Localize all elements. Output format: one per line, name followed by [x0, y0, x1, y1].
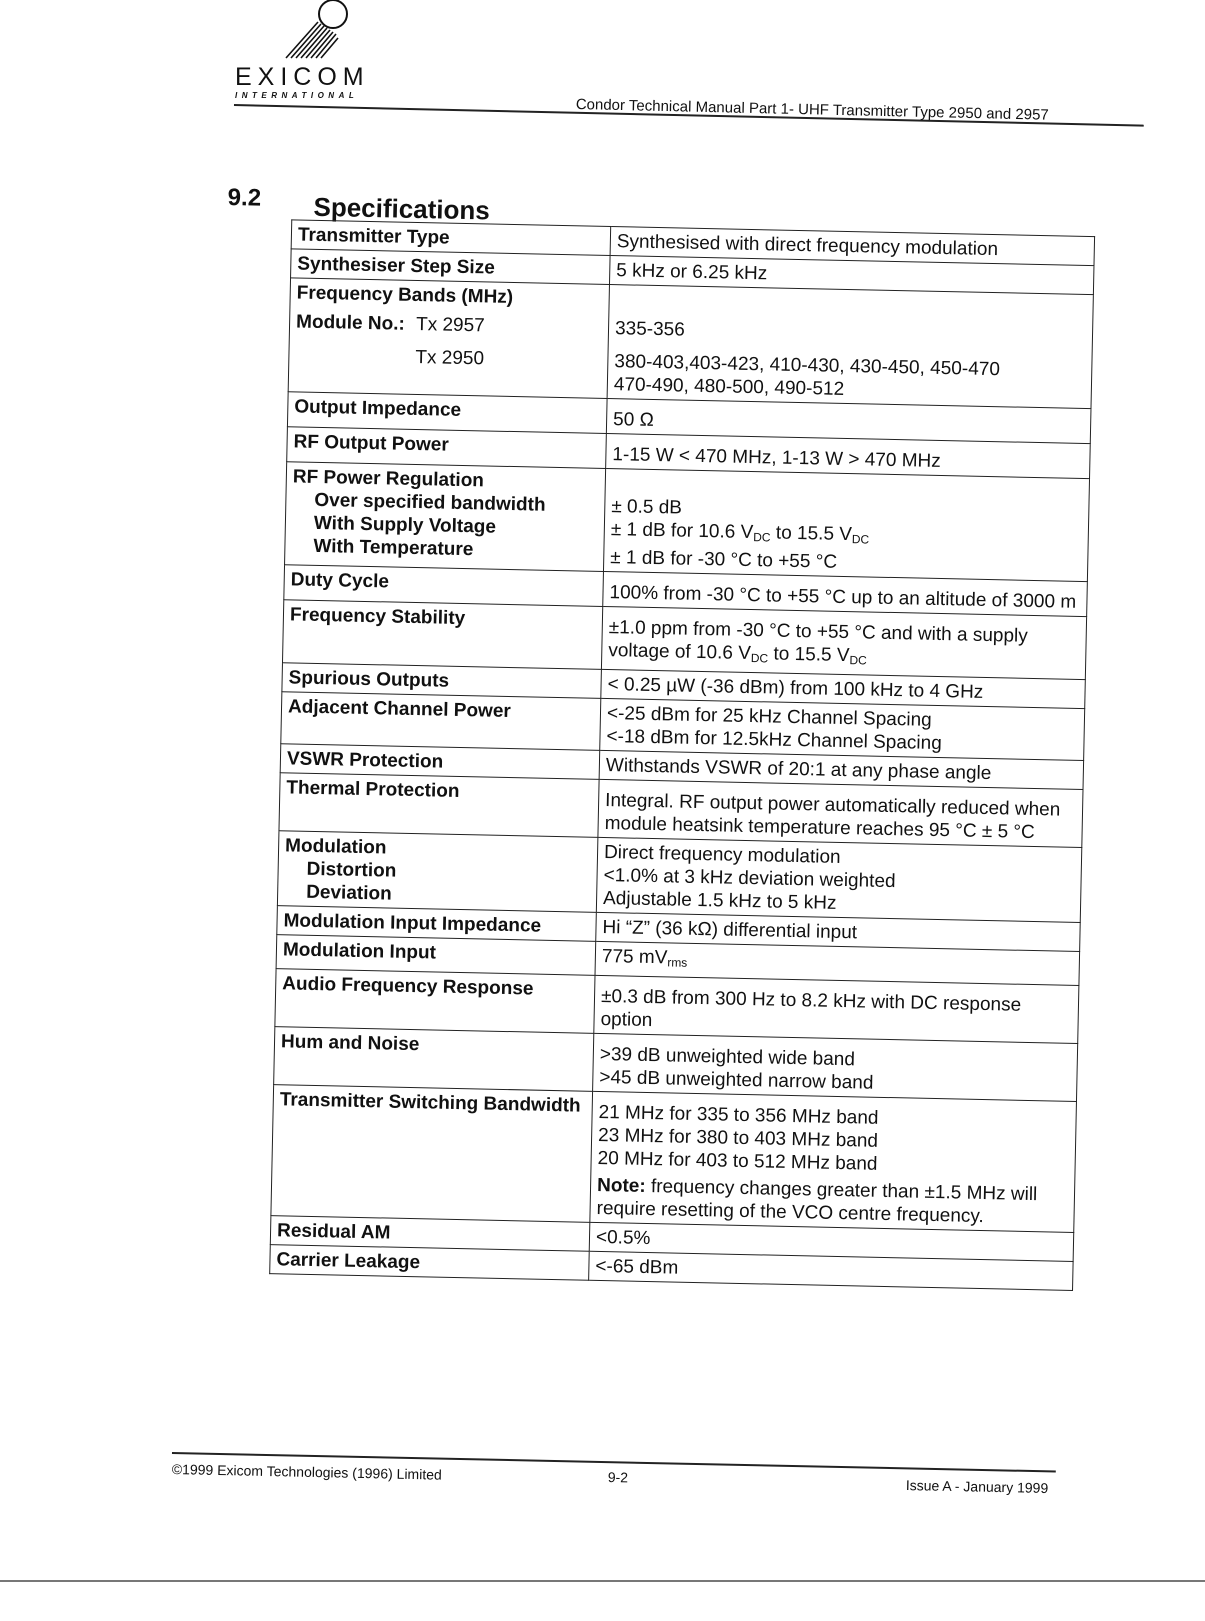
freq-2957-value: 335-356	[614, 318, 685, 341]
spec-label: Carrier Leakage	[270, 1245, 590, 1281]
logo-subtitle: INTERNATIONAL	[235, 91, 359, 100]
note-label: Note:	[596, 1174, 646, 1197]
spec-label: Thermal Protection	[279, 773, 599, 838]
content-block	[202, 184, 1128, 1463]
specifications-table	[269, 219, 1095, 1291]
spec-label: Synthesiser Step Size	[291, 249, 611, 285]
section-title: Specifications	[313, 191, 491, 226]
spec-value: 5 kHz or 6.25 kHz	[609, 256, 1094, 295]
spec-value: Synthesised with direct frequency modulation	[610, 227, 1095, 266]
spec-value: 21 MHz for 335 to 356 MHz band 23 MHz for 380 to 403 MHz band 20 MHz for 403 to 512 MHz band Note: frequency changes greater than ±1.5 MHz will require resetting of the VCO centre frequency.	[590, 1091, 1077, 1232]
scan-edge-line	[0, 1580, 1205, 1582]
freq-2950-line1: 380-403,403-423, 410-430, 430-450, 450-470	[614, 351, 1001, 381]
spec-value: 50 Ω	[606, 398, 1091, 443]
spec-label: VSWR Protection	[280, 744, 600, 780]
spec-label: Output Impedance	[287, 392, 607, 434]
module-no-label: Module No.:	[295, 311, 406, 335]
spec-value: ±0.3 dB from 300 Hz to 8.2 kHz with DC response option	[594, 975, 1079, 1043]
spec-label: Transmitter Switching Bandwidth	[271, 1085, 593, 1223]
spec-value: <-25 dBm for 25 kHz Channel Spacing <-18 dBm for 12.5kHz Channel Spacing	[600, 698, 1085, 760]
footer-copyright: ©1999 Exicom Technologies (1996) Limited	[171, 1461, 442, 1483]
spec-value: <0.5%	[589, 1222, 1074, 1261]
table-row	[285, 462, 1090, 582]
freq-bands-label: Frequency Bands (MHz)	[296, 282, 514, 308]
spec-value: Direct frequency modulation <1.0% at 3 kHz deviation weighted Adjustable 1.5 kHz to 5 kHz	[596, 837, 1081, 922]
spec-value: 100% from -30 °C to +55 °C up to an altitude of 3000 m	[603, 571, 1088, 616]
spec-label: Modulation Input Impedance	[277, 906, 597, 942]
module-tx2950: Tx 2950	[415, 346, 485, 370]
exicom-logo-icon	[278, 0, 358, 62]
spec-value: ±1.0 ppm from -30 °C to +55 °C and with a supply voltage of 10.6 VDC to 15.5 VDC	[601, 606, 1086, 679]
spec-label: RF Power Regulation Over specified bandwidth With Supply Voltage With Temperature	[285, 462, 606, 572]
spec-value	[607, 285, 1093, 409]
spec-label: Hum and Noise	[274, 1027, 594, 1092]
spec-value: Integral. RF output power automatically reduced when module heatsink temperature reaches 95 °C ± 5 °C	[598, 779, 1083, 847]
spec-label: Transmitter Type	[291, 220, 611, 256]
logo-wordmark: EXICOM	[235, 63, 370, 91]
table-row	[288, 278, 1093, 409]
spec-value: >39 dB unweighted wide band >45 dB unweighted narrow band	[593, 1033, 1078, 1101]
footer-page-number: 9-2	[607, 1469, 629, 1486]
spec-label: Duty Cycle	[284, 565, 604, 607]
module-tx2957: Tx 2957	[415, 313, 485, 337]
spec-value: < 0.25 µW (-36 dBm) from 100 kHz to 4 GHz	[601, 669, 1086, 708]
spec-label: Adjacent Channel Power	[281, 692, 601, 751]
spec-label: Residual AM	[270, 1216, 590, 1252]
header-title: Condor Technical Manual Part 1- UHF Transmitter Type 2950 and 2957	[575, 96, 1049, 124]
spec-label: Audio Frequency Response	[275, 969, 595, 1034]
spec-label	[288, 278, 609, 399]
spec-value: Hi “Z” (36 kΩ) differential input	[596, 912, 1081, 951]
section-number: 9.2	[227, 184, 262, 212]
spec-label: Modulation Distortion Deviation	[277, 831, 598, 913]
freq-2950-line2: 470-490, 480-500, 490-512	[613, 374, 845, 400]
table-row	[271, 1085, 1077, 1233]
spec-value: ± 0.5 dB ± 1 dB for 10.6 VDC to 15.5 VDC ± 1 dB for -30 °C to +55 °C	[603, 468, 1089, 581]
spec-value: <-65 dBm	[589, 1251, 1074, 1290]
footer-issue: Issue A - January 1999	[905, 1477, 1049, 1496]
spec-label: Modulation Input	[276, 935, 596, 976]
spec-value: Withstands VSWR of 20:1 at any phase angle	[599, 750, 1084, 789]
spec-value: 1-15 W < 470 MHz, 1-13 W > 470 MHz	[606, 433, 1091, 478]
spec-label: Frequency Stability	[282, 600, 602, 670]
spec-label: Spurious Outputs	[282, 663, 602, 699]
spec-label: RF Output Power	[287, 427, 607, 469]
spec-value: 775 mVrms	[595, 941, 1080, 985]
